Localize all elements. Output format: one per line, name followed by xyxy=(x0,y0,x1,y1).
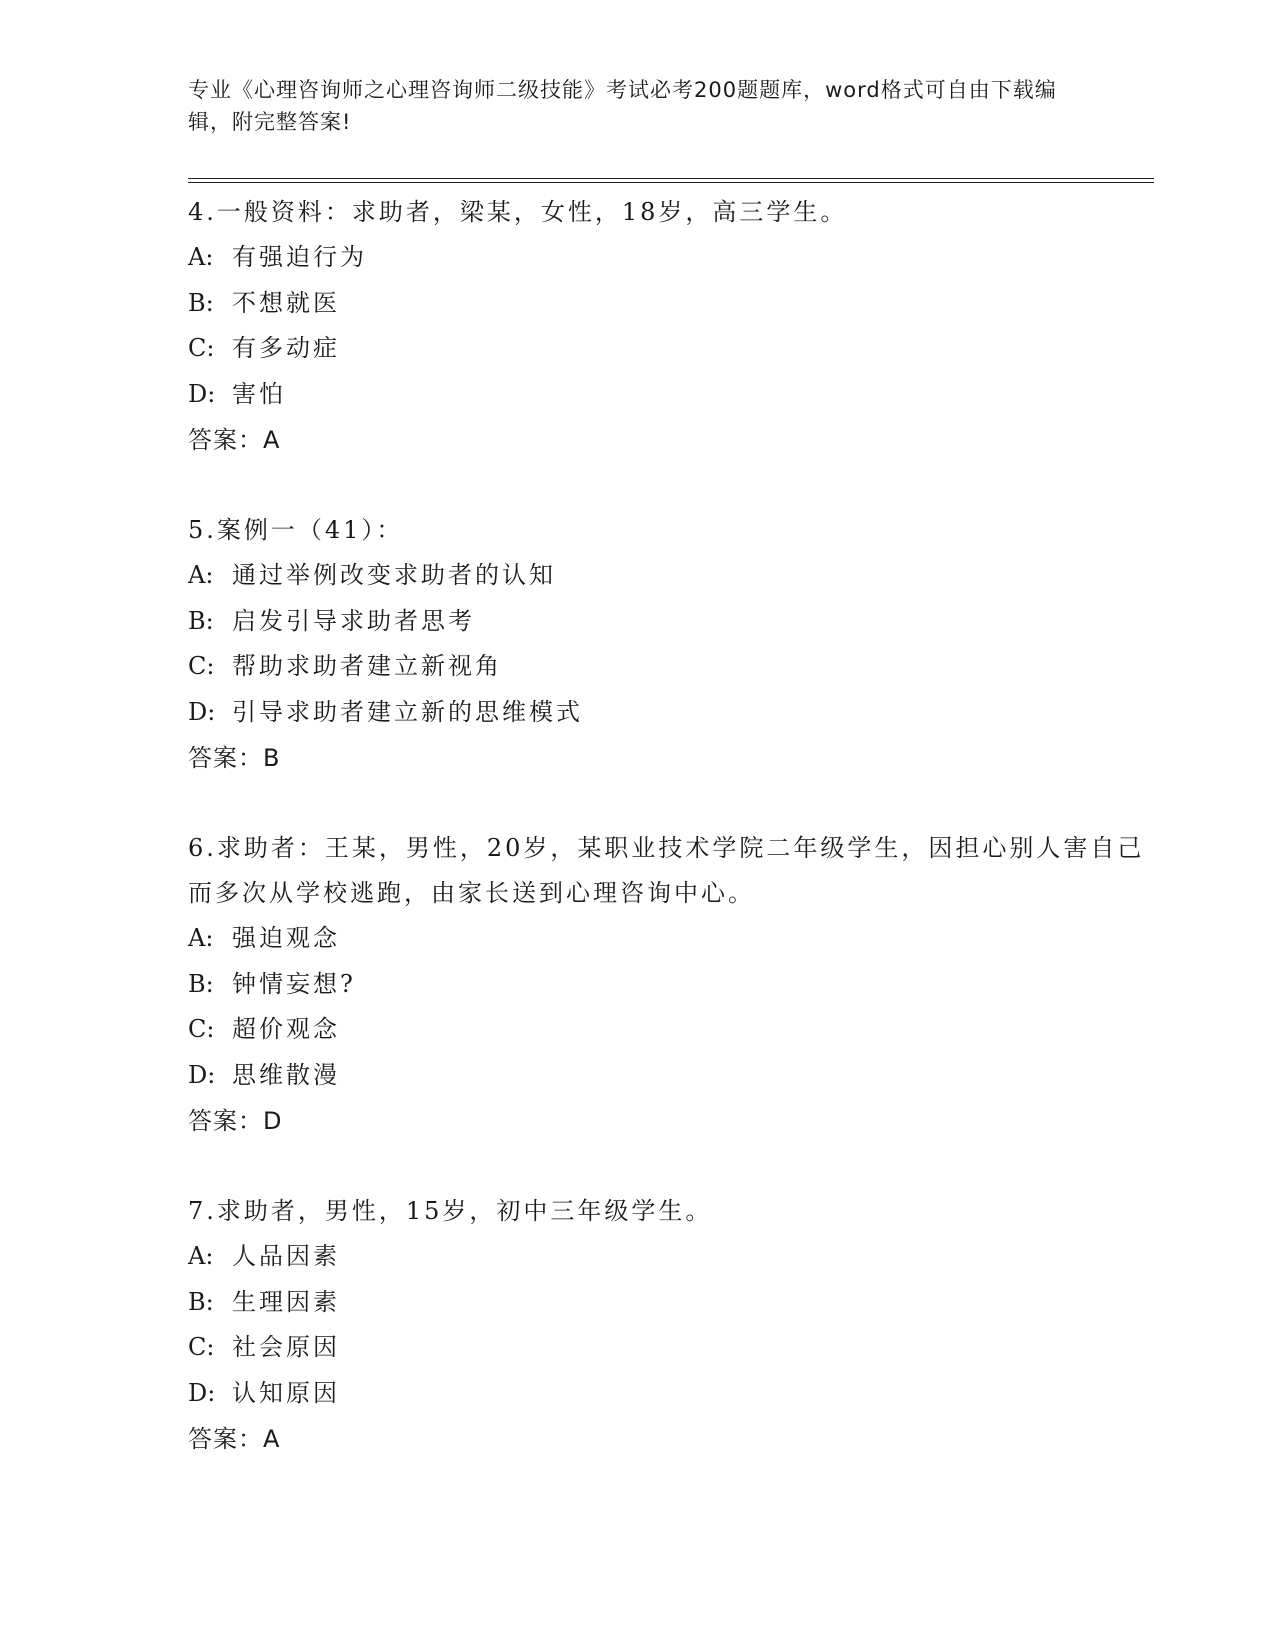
option-b xyxy=(188,281,1148,327)
question-stem: 7.求助者，男性，15岁，初中三年级学生。 xyxy=(188,1197,713,1225)
header-divider-top xyxy=(188,178,1154,179)
option-c xyxy=(188,326,1148,372)
option-letter: D: xyxy=(188,1060,216,1089)
option-text: 通过举例改变求助者的认知 xyxy=(232,561,556,589)
option-text: 引导求助者建立新的思维模式 xyxy=(232,697,583,726)
question-4 xyxy=(188,190,1148,463)
question-stem: 5.案例一（41）： xyxy=(188,516,404,544)
option-a xyxy=(188,553,1148,599)
option-b xyxy=(188,1280,1148,1326)
option-text: 生理因素 xyxy=(232,1287,340,1316)
answer-line: 答案：A xyxy=(188,426,281,454)
answer-line: 答案：D xyxy=(188,1107,283,1135)
option-letter: C: xyxy=(188,1015,215,1043)
option-text: 人品因素 xyxy=(232,1242,340,1270)
option-text: 强迫观念 xyxy=(232,924,340,952)
option-letter: B: xyxy=(188,606,214,635)
option-d xyxy=(188,1053,1148,1099)
option-text: 社会原因 xyxy=(232,1333,340,1361)
option-text: 超价观念 xyxy=(232,1015,340,1043)
option-d xyxy=(188,372,1148,418)
option-text: 有强迫行为 xyxy=(232,243,367,271)
option-letter: D: xyxy=(188,379,216,408)
option-letter: B: xyxy=(188,288,214,317)
option-letter: C: xyxy=(188,334,215,362)
answer-line: 答案：B xyxy=(188,744,281,772)
option-c xyxy=(188,644,1148,690)
option-letter: A: xyxy=(188,243,214,271)
option-c xyxy=(188,1007,1148,1053)
option-text: 帮助求助者建立新视角 xyxy=(232,652,502,680)
option-a xyxy=(188,916,1148,962)
option-letter: B: xyxy=(188,969,214,998)
option-text: 害怕 xyxy=(232,379,286,408)
option-text: 思维散漫 xyxy=(232,1060,340,1089)
option-letter: C: xyxy=(188,1333,215,1361)
option-a xyxy=(188,235,1148,281)
option-letter: A: xyxy=(188,1242,214,1270)
question-stem: 6.求助者：王某，男性，20岁，某职业技术学院二年级学生，因担心别人害自己而多次从学校逃跑，由家长送到心理咨询中心。 xyxy=(188,834,1145,907)
option-letter: A: xyxy=(188,561,214,589)
option-c xyxy=(188,1325,1148,1371)
question-7 xyxy=(188,1189,1148,1462)
option-text: 认知原因 xyxy=(232,1378,340,1407)
document-intro: 专业《心理咨询师之心理咨询师二级技能》考试必考200题题库，word格式可自由下载编辑，附完整答案! xyxy=(188,78,1057,134)
question-list xyxy=(188,190,1148,1507)
option-b xyxy=(188,962,1148,1008)
option-letter: D: xyxy=(188,697,216,726)
question-5 xyxy=(188,508,1148,781)
option-text: 不想就医 xyxy=(232,288,340,317)
option-letter: D: xyxy=(188,1378,216,1407)
option-d xyxy=(188,690,1148,736)
question-6 xyxy=(188,826,1148,1144)
answer-line: 答案：A xyxy=(188,1425,281,1453)
header-divider-bottom xyxy=(188,182,1154,183)
question-stem: 4.一般资料：求助者，梁某，女性，18岁，高三学生。 xyxy=(188,198,848,226)
option-letter: B: xyxy=(188,1287,214,1316)
option-letter: A: xyxy=(188,924,214,952)
option-a xyxy=(188,1234,1148,1280)
option-b xyxy=(188,599,1148,645)
option-text: 有多动症 xyxy=(232,334,340,362)
option-text: 钟情妄想? xyxy=(232,969,356,998)
option-text: 启发引导求助者思考 xyxy=(232,606,475,635)
option-letter: C: xyxy=(188,652,215,680)
option-d xyxy=(188,1371,1148,1417)
